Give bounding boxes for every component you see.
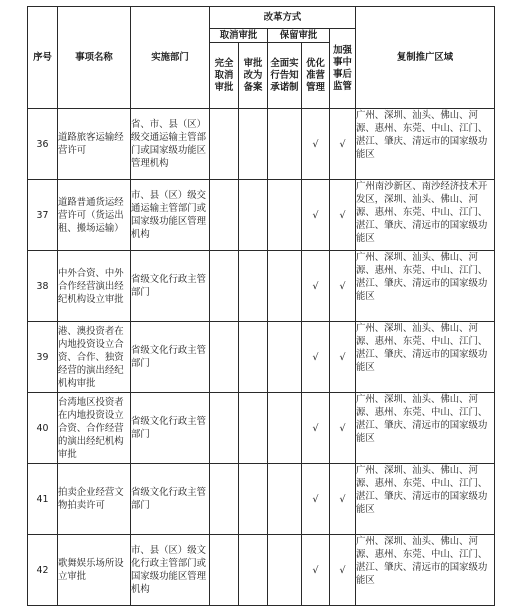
header-cancel-approval: 取消审批	[210, 29, 268, 43]
header-notification-commitment: 全面实行告知承诺制	[268, 43, 302, 109]
row-replication-area: 广州、深圳、汕头、佛山、河源、惠州、东莞、中山、江门、湛江、肇庆、清远市的国家级功能区	[356, 251, 495, 322]
row-notification-commitment	[268, 109, 302, 180]
table-row	[28, 109, 495, 180]
row-dept: 市、县（区）级文化行政主管部门或国家级功能区管理机构	[131, 535, 210, 606]
row-supervise-check: √	[330, 464, 356, 535]
header-replication-area: 复制推广区域	[356, 7, 495, 109]
row-full-cancel	[210, 322, 239, 393]
row-change-to-record	[239, 180, 268, 251]
row-optimize-check: √	[302, 535, 330, 606]
row-optimize-check: √	[302, 322, 330, 393]
row-seq: 41	[28, 464, 58, 535]
row-item-name: 港、澳投资者在内地投资设立合资、合作、独资经营的演出经纪机构审批	[58, 322, 131, 393]
table-row	[28, 535, 495, 606]
header-reform-method: 改革方式	[210, 7, 356, 29]
table-row	[28, 393, 495, 464]
row-dept: 市、县（区）级交通运输主管部门或国家级功能区管理机构	[131, 180, 210, 251]
row-full-cancel	[210, 393, 239, 464]
row-item-name: 道路普通货运经营许可（货运出租、搬场运输）	[58, 180, 131, 251]
row-notification-commitment	[268, 464, 302, 535]
row-dept: 省级文化行政主管部门	[131, 322, 210, 393]
row-item-name: 中外合资、中外合作经营演出经纪机构设立审批	[58, 251, 131, 322]
row-optimize-check: √	[302, 393, 330, 464]
row-replication-area: 广州、深圳、汕头、佛山、河源、惠州、东莞、中山、江门、湛江、肇庆、清远市的国家级功能区	[356, 535, 495, 606]
row-replication-area: 广州、深圳、汕头、佛山、河源、惠州、东莞、中山、江门、湛江、肇庆、清远市的国家级功能区	[356, 393, 495, 464]
row-seq: 36	[28, 109, 58, 180]
header-seq: 序号	[28, 7, 58, 109]
header-optimize-service: 优化准营管理	[302, 43, 330, 109]
row-item-name: 道路旅客运输经营许可	[58, 109, 131, 180]
row-notification-commitment	[268, 180, 302, 251]
row-optimize-check: √	[302, 109, 330, 180]
row-seq: 40	[28, 393, 58, 464]
row-change-to-record	[239, 251, 268, 322]
row-replication-area: 广州、深圳、汕头、佛山、河源、惠州、东莞、中山、江门、湛江、肇庆、清远市的国家级功能区	[356, 109, 495, 180]
reform-items-table	[27, 6, 495, 606]
row-dept: 省级文化行政主管部门	[131, 464, 210, 535]
header-implementing-dept: 实施部门	[131, 7, 210, 109]
row-change-to-record	[239, 535, 268, 606]
row-dept: 省级文化行政主管部门	[131, 251, 210, 322]
header-strengthen-supervision: 加强事中事后监管	[330, 29, 356, 109]
row-seq: 38	[28, 251, 58, 322]
row-notification-commitment	[268, 393, 302, 464]
row-replication-area: 广州南沙新区、南沙经济技术开发区，深圳、汕头、佛山、河源、惠州、东莞、中山、江门、湛江、肇庆、清远市的国家级功能区	[356, 180, 495, 251]
row-supervise-check: √	[330, 109, 356, 180]
row-supervise-check: √	[330, 535, 356, 606]
row-optimize-check: √	[302, 464, 330, 535]
row-full-cancel	[210, 180, 239, 251]
row-item-name: 台湾地区投资者在内地投资设立合资、合作经营的演出经纪机构审批	[58, 393, 131, 464]
row-replication-area: 广州、深圳、汕头、佛山、河源、惠州、东莞、中山、江门、湛江、肇庆、清远市的国家级功能区	[356, 464, 495, 535]
table-header	[28, 7, 495, 109]
row-full-cancel	[210, 535, 239, 606]
table-row	[28, 180, 495, 251]
row-supervise-check: √	[330, 393, 356, 464]
row-supervise-check: √	[330, 180, 356, 251]
header-change-to-record: 审批改为备案	[239, 43, 268, 109]
row-supervise-check: √	[330, 251, 356, 322]
row-optimize-check: √	[302, 180, 330, 251]
table-body	[28, 109, 495, 606]
row-item-name: 拍卖企业经营文物拍卖许可	[58, 464, 131, 535]
header-full-cancel: 完全取消审批	[210, 43, 239, 109]
row-change-to-record	[239, 322, 268, 393]
table-row	[28, 251, 495, 322]
row-dept: 省级文化行政主管部门	[131, 393, 210, 464]
header-item-name: 事项名称	[58, 7, 131, 109]
row-seq: 42	[28, 535, 58, 606]
row-change-to-record	[239, 393, 268, 464]
row-notification-commitment	[268, 322, 302, 393]
row-item-name: 歌舞娱乐场所设立审批	[58, 535, 131, 606]
row-supervise-check: √	[330, 322, 356, 393]
row-full-cancel	[210, 109, 239, 180]
row-dept: 省、市、县（区）级交通运输主管部门或国家级功能区管理机构	[131, 109, 210, 180]
table-row	[28, 464, 495, 535]
row-change-to-record	[239, 109, 268, 180]
row-change-to-record	[239, 464, 268, 535]
row-replication-area: 广州、深圳、汕头、佛山、河源、惠州、东莞、中山、江门、湛江、肇庆、清远市的国家级功能区	[356, 322, 495, 393]
row-seq: 37	[28, 180, 58, 251]
header-retain-approval: 保留审批	[268, 29, 330, 43]
row-full-cancel	[210, 464, 239, 535]
row-notification-commitment	[268, 535, 302, 606]
row-full-cancel	[210, 251, 239, 322]
row-seq: 39	[28, 322, 58, 393]
row-notification-commitment	[268, 251, 302, 322]
table-row	[28, 322, 495, 393]
row-optimize-check: √	[302, 251, 330, 322]
